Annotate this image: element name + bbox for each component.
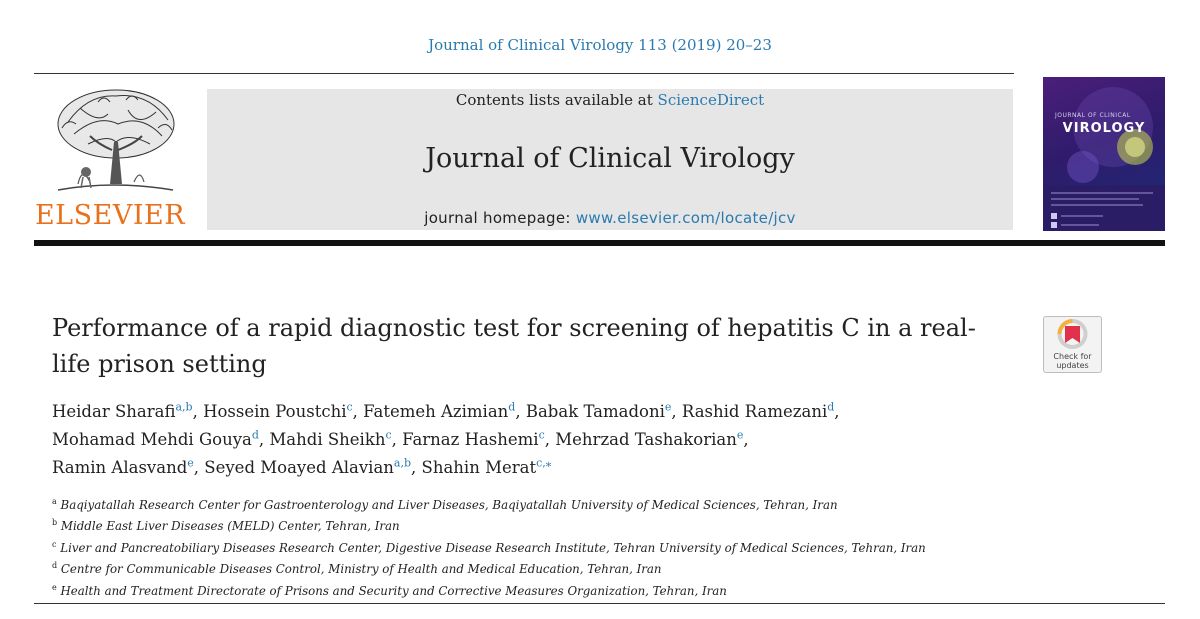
cover-title: VIROLOGY bbox=[1062, 121, 1146, 136]
author-affiliation-marker[interactable]: a,b bbox=[175, 400, 193, 414]
contents-line bbox=[207, 91, 1013, 109]
author-separator: , bbox=[411, 458, 422, 477]
author-affiliation-marker[interactable]: e bbox=[736, 428, 744, 442]
author-name[interactable]: Mehrzad Tashakorian bbox=[555, 430, 737, 449]
author-name[interactable]: Farnaz Hashemi bbox=[402, 430, 539, 449]
cover-kicker: JOURNAL OF CLINICAL bbox=[1055, 112, 1131, 119]
author-separator: , bbox=[544, 430, 556, 449]
footer-rule bbox=[34, 603, 1165, 604]
affiliation-item bbox=[52, 579, 1052, 600]
author-separator: , bbox=[515, 402, 526, 421]
author-name[interactable]: Mohamad Mehdi Gouya bbox=[52, 430, 252, 449]
author-list bbox=[52, 398, 1032, 482]
author-separator: , bbox=[192, 402, 204, 421]
check-for-updates-icon bbox=[1044, 317, 1101, 351]
journal-title: Journal of Clinical Virology bbox=[425, 143, 795, 174]
author-affiliation-marker[interactable]: c bbox=[385, 428, 392, 442]
author-affiliation-marker[interactable]: c,⁎ bbox=[536, 456, 552, 470]
elsevier-wordmark[interactable]: ELSEVIER bbox=[34, 200, 186, 231]
masthead-rule bbox=[34, 240, 1165, 246]
journal-citation[interactable]: Journal of Clinical Virology 113 (2019) 20–23 bbox=[428, 36, 772, 54]
author-affiliation-marker[interactable]: d bbox=[827, 400, 835, 414]
author-name[interactable]: Hossein Poustchi bbox=[203, 402, 347, 421]
article-title bbox=[52, 310, 1027, 382]
author-name[interactable]: Fatemeh Azimian bbox=[363, 402, 509, 421]
author-affiliation-marker[interactable]: c bbox=[346, 400, 353, 414]
author-separator: , bbox=[834, 402, 840, 421]
author-separator: , bbox=[193, 458, 205, 477]
affiliation-item bbox=[52, 514, 1052, 535]
author-name[interactable]: Ramin Alasvand bbox=[52, 458, 188, 477]
author-name[interactable]: Babak Tamadoni bbox=[525, 402, 665, 421]
affiliation-item bbox=[52, 557, 1052, 578]
author-name[interactable]: Rashid Ramezani bbox=[681, 402, 828, 421]
affiliation-item bbox=[52, 536, 1052, 557]
author-affiliation-marker[interactable]: e bbox=[187, 456, 194, 470]
author-separator: , bbox=[391, 430, 403, 449]
article-title-line-1: Performance of a rapid diagnostic test for screening of hepatitis C in a real- bbox=[52, 314, 976, 342]
author-separator: , bbox=[258, 430, 270, 449]
author-affiliation-marker[interactable]: c bbox=[538, 428, 545, 442]
affiliation-text: Health and Treatment Directorate of Prisons and Security and Corrective Measures Organization, Tehran, Iran bbox=[60, 583, 727, 598]
author-separator: , bbox=[352, 402, 364, 421]
author-name[interactable]: Seyed Moayed Alavian bbox=[204, 458, 394, 477]
author-separator: , bbox=[671, 402, 682, 421]
homepage-prefix: journal homepage: bbox=[424, 209, 576, 227]
affiliation-key: c bbox=[52, 539, 57, 549]
author-affiliation-marker[interactable]: d bbox=[251, 428, 259, 442]
affiliation-key: a bbox=[52, 497, 57, 506]
journal-cover[interactable] bbox=[1043, 77, 1165, 231]
author-separator: , bbox=[743, 430, 749, 449]
affiliation-item bbox=[52, 493, 1052, 514]
check-label-line-1: Check for bbox=[1053, 352, 1092, 361]
author-affiliation-marker[interactable]: d bbox=[508, 400, 516, 414]
affiliation-key: b bbox=[52, 518, 58, 528]
author-affiliation-marker[interactable]: e bbox=[664, 400, 672, 414]
cover-virus-art-icon bbox=[1043, 77, 1165, 231]
journal-banner bbox=[207, 89, 1013, 230]
author-name[interactable]: Mahdi Sheikh bbox=[269, 430, 386, 449]
affiliation-text: Liver and Pancreatobiliary Diseases Research Center, Digestive Disease Research Institute, Tehran University of Medical Sciences, Tehran, Iran bbox=[60, 540, 926, 555]
header-rule bbox=[34, 73, 1014, 74]
contents-prefix: Contents lists available at bbox=[455, 91, 658, 109]
author-affiliation-marker[interactable]: a,b bbox=[393, 456, 412, 470]
affiliation-text: Centre for Communicable Diseases Control, Ministry of Health and Medical Education, Tehran, Iran bbox=[60, 562, 662, 577]
homepage-link[interactable]: www.elsevier.com/locate/jcv bbox=[575, 209, 796, 227]
author-name[interactable]: Heidar Sharafi bbox=[52, 402, 176, 421]
homepage-line bbox=[207, 209, 1013, 227]
affiliation-text: Middle East Liver Diseases (MELD) Center, Tehran, Iran bbox=[60, 519, 400, 534]
affiliation-list bbox=[52, 493, 1052, 600]
check-label-line-2: updates bbox=[1056, 361, 1089, 370]
affiliation-key: e bbox=[52, 582, 57, 592]
affiliation-key: d bbox=[52, 561, 58, 571]
affiliation-text: Baqiyatallah Research Center for Gastroenterology and Liver Diseases, Baqiyatallah University of Medical Sciences, Tehran, Iran bbox=[60, 497, 838, 512]
check-for-updates-label bbox=[1044, 352, 1101, 370]
article-title-line-2: life prison setting bbox=[52, 350, 267, 378]
sciencedirect-link[interactable]: ScienceDirect bbox=[657, 91, 765, 109]
check-for-updates-button[interactable] bbox=[1043, 316, 1102, 373]
author-name[interactable]: Shahin Merat bbox=[421, 458, 537, 477]
